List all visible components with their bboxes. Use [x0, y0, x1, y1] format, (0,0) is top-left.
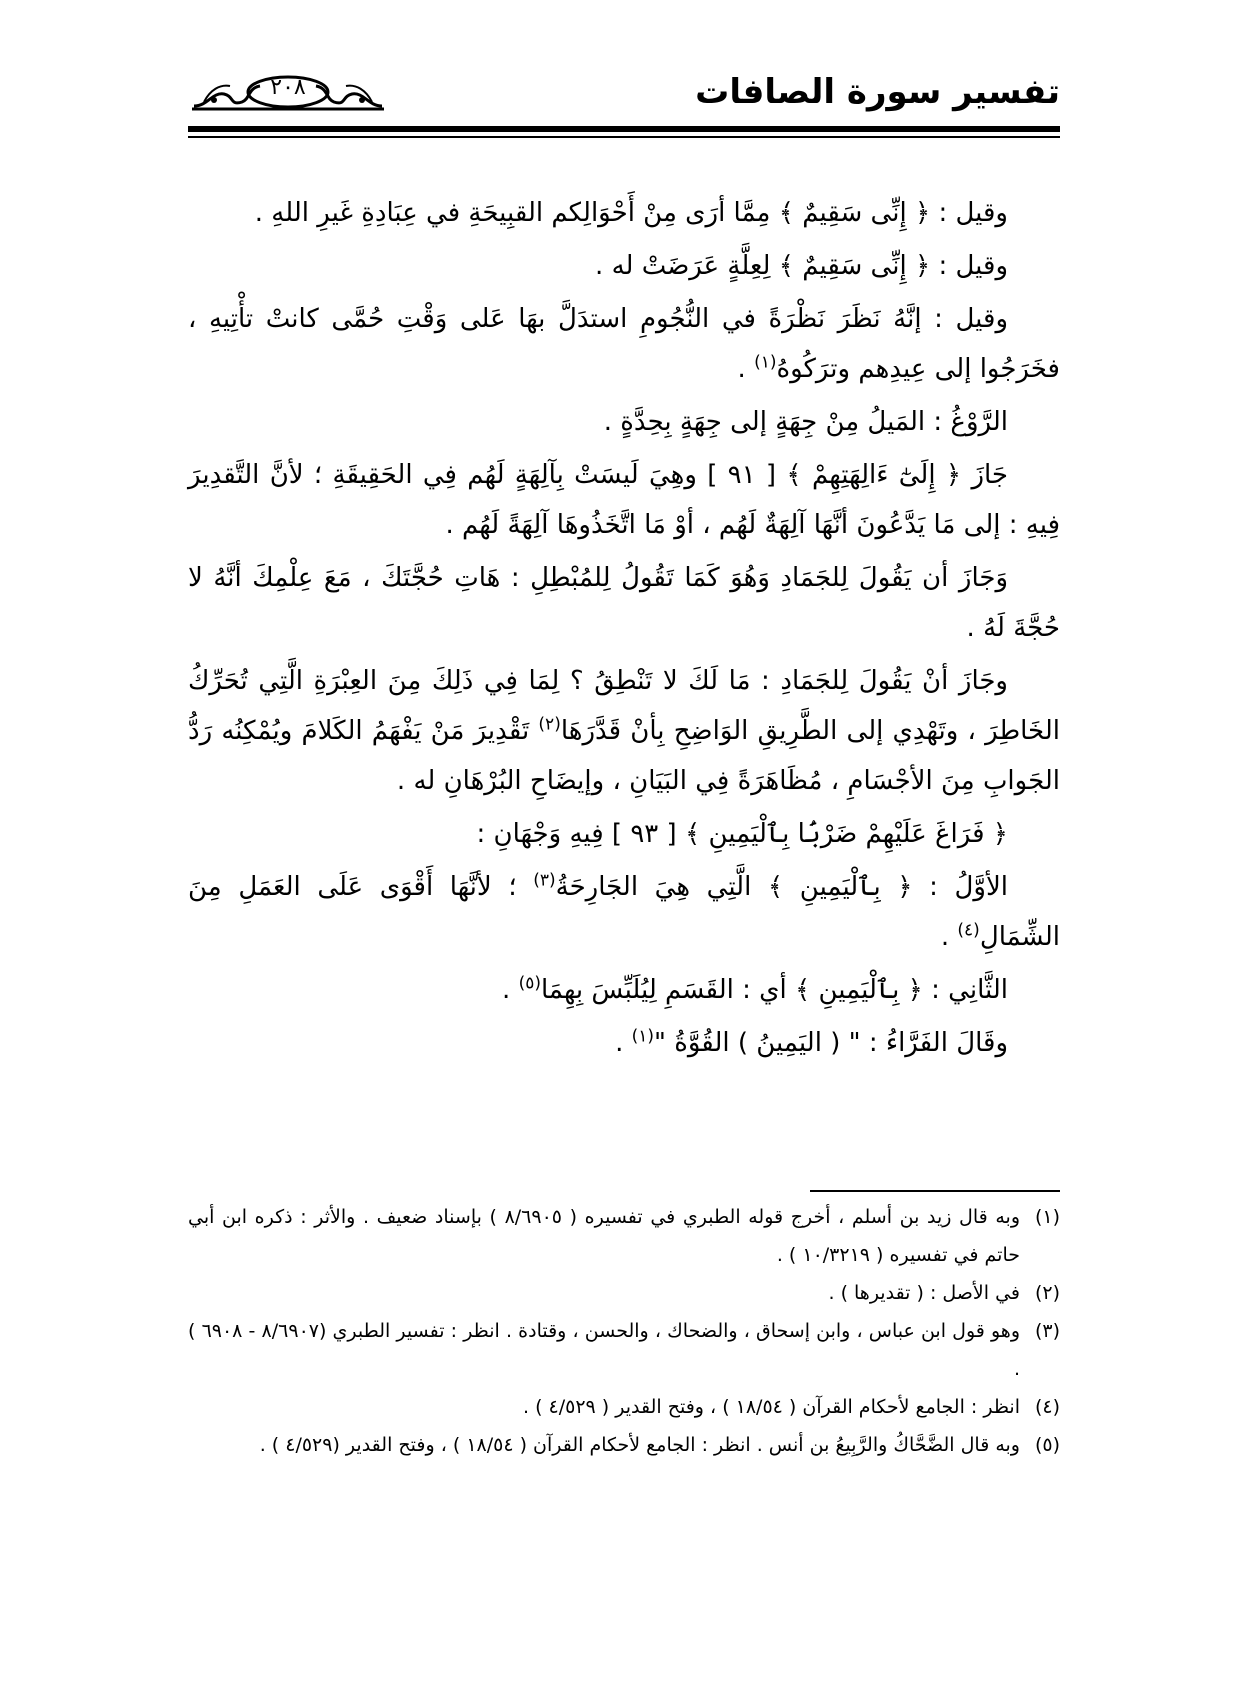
- header-rule-thin: [188, 136, 1060, 138]
- footnote-ref: (٥): [518, 973, 541, 994]
- footnote-ref: (٣): [533, 870, 556, 891]
- footnote-ref: (١): [631, 1026, 655, 1047]
- paragraph: وقيل : ﴿ إِنِّى سَقِيمٌ ﴾ لِعِلَّةٍ عَرَضَتْ له .: [595, 251, 1008, 281]
- paragraph: [188, 1018, 1060, 1068]
- paragraph: [188, 294, 1060, 394]
- paragraph: وَجَازَ أن يَقُولَ لِلجَمَادِ وَهُوَ كَمَا تَقُولُ لِلمُبْطِلِ : هَاتِ حُجَّتَكَ ، مَعَ عِلْمِكَ أنَّهُ لا حُجَّةَ لَهُ .: [188, 563, 1060, 643]
- page-header: [0, 0, 1240, 150]
- paragraph: الرَّوْغُ : المَيلُ مِنْ جِهَةٍ إلى جِهَةٍ بِحِدَّةٍ .: [603, 407, 1008, 437]
- paragraph-text: وقيل : إنَّهُ نَظَرَ نَظْرَةً في النُّجُومِ استدَلَّ بهَا عَلى وَقْتِ حُمَّى كانتْ تأْتِيهِ ، فخَرَجُوا إلى عِيدِهم وترَكُوهُ: [188, 304, 1060, 384]
- footnote-text: انظر : الجامع لأحكام القرآن ( ١٨/٥٤ ) ، وفتح القدير ( ٤/٥٢٩ ) .: [523, 1396, 1020, 1418]
- footnote: [188, 1274, 1060, 1312]
- header-rule-thick: [188, 126, 1060, 132]
- paragraph: ﴿ فَرَاغَ عَلَيْهِمْ ضَرْبَۢا بِٱلْيَمِينِ ﴾ [ ٩٣ ] فِيهِ وَجْهَانِ :: [476, 819, 1008, 849]
- main-text: [188, 188, 1060, 1071]
- footnote: [188, 1198, 1060, 1274]
- page-number: ٢٠٨: [270, 75, 306, 100]
- running-title: تفسير سورة الصافات: [695, 72, 1060, 112]
- paragraph-end: .: [940, 922, 958, 952]
- paragraph-text: وجَازَ أنْ يَقُولَ لِلجَمَادِ : مَا لَكَ لا تَنْطِقُ ؟ لِمَا فِي ذَلِكَ مِنَ العِبْرَةِ الَّتِي تُحَرِّكُ الخَاطِرَ ، وتَهْدِي إلى الطَّرِيقِ الوَاضِحِ بِأنْ قَدَّرَهَا: [188, 666, 1060, 746]
- footnote-separator: [810, 1190, 1060, 1192]
- footnote-number: (١): [1034, 1206, 1060, 1228]
- paragraph-text: تَقْدِيرَ مَنْ يَفْهَمُ الكَلامَ ويُمْكِنُه رَدُّ الجَوابِ مِنَ الأجْسَامِ ، مُظَاهَرَةً فِي البَيَانِ ، وإيضَاحِ البُرْهَانِ له .: [188, 716, 1060, 796]
- paragraph-text: وقَالَ الفَرَّاءُ : " ( اليَمِينُ ) القُوَّةُ ": [654, 1028, 1008, 1058]
- paragraph: جَازَ ﴿ إِلَىٰٓ ءَالِهَتِهِمْ ﴾ [ ٩١ ] وهِيَ لَيسَتْ بِآلِهَةٍ لَهُم فِي الحَقِيقَةِ ؛ لأنَّ التَّقدِيرَ فِيهِ : إلى مَا يَدَّعُونَ أنَّهَا آلِهَةٌ لَهُم ، أوْ مَا اتَّخَذُوهَا آلِهَةً لَهُم .: [188, 460, 1060, 540]
- footnote-ref: (٢): [538, 714, 561, 735]
- footnotes: [188, 1198, 1060, 1464]
- paragraph-text: الثَّانِي : ﴿ بِٱلْيَمِينِ ﴾ أي : القَسَمِ لِيُلَبِّسَ بِهِمَا: [540, 975, 1008, 1005]
- footnote-text: في الأصل : ( تقديرها ) .: [828, 1282, 1020, 1304]
- footnote: [188, 1388, 1060, 1426]
- paragraph: [188, 656, 1060, 806]
- footnote-number: (٢): [1034, 1282, 1060, 1304]
- paragraph-text: ؛ لأنَّهَا أَقْوَى عَلَى العَمَلِ مِنَ الشِّمَالِ: [188, 872, 1060, 952]
- paragraph: [188, 965, 1060, 1015]
- footnote-text: وهو قول ابن عباس ، وابن إسحاق ، والضحاك ، والحسن ، وقتادة . انظر : تفسير الطبري (٨/٦٩٠٧ - ٦٩٠٨ ) .: [188, 1320, 1020, 1380]
- footnote-number: (٤): [1034, 1396, 1060, 1418]
- footnote-ref: (٤): [957, 920, 980, 941]
- paragraph-end: .: [615, 1028, 632, 1058]
- paragraph-end: .: [502, 975, 519, 1005]
- paragraph-end: .: [737, 354, 755, 384]
- paragraph: [188, 862, 1060, 962]
- paragraph: وقيل : ﴿ إِنِّى سَقِيمٌ ﴾ مِمَّا أرَى مِنْ أَحْوَالِكم القبِيحَةِ في عِبَادِةِ غَيرِ اللهِ .: [254, 198, 1008, 228]
- footnote-text: وبه قال زيد بن أسلم ، أخرج قوله الطبري في تفسيره ( ٨/٦٩٠٥ ) بإسناد ضعيف . والأثر : ذكره ابن أبي حاتم في تفسيره ( ١٠/٣٢١٩ ) .: [188, 1206, 1020, 1266]
- paragraph-text: الأوَّلُ : ﴿ بِٱلْيَمِينِ ﴾ الَّتِي هِيَ الجَارِحَةُ: [555, 872, 1008, 902]
- footnote-number: (٥): [1034, 1434, 1060, 1456]
- footnote-ref: (١): [754, 352, 777, 373]
- footnote: [188, 1312, 1060, 1388]
- footnote: [188, 1426, 1060, 1464]
- footnote-text: وبه قال الضَّحَّاكُ والرَّبِيعُ بن أنس . انظر : الجامع لأحكام القرآن ( ١٨/٥٤ ) ، وفتح القدير (٤/٥٢٩ ) .: [259, 1434, 1020, 1456]
- footnote-number: (٣): [1034, 1320, 1060, 1342]
